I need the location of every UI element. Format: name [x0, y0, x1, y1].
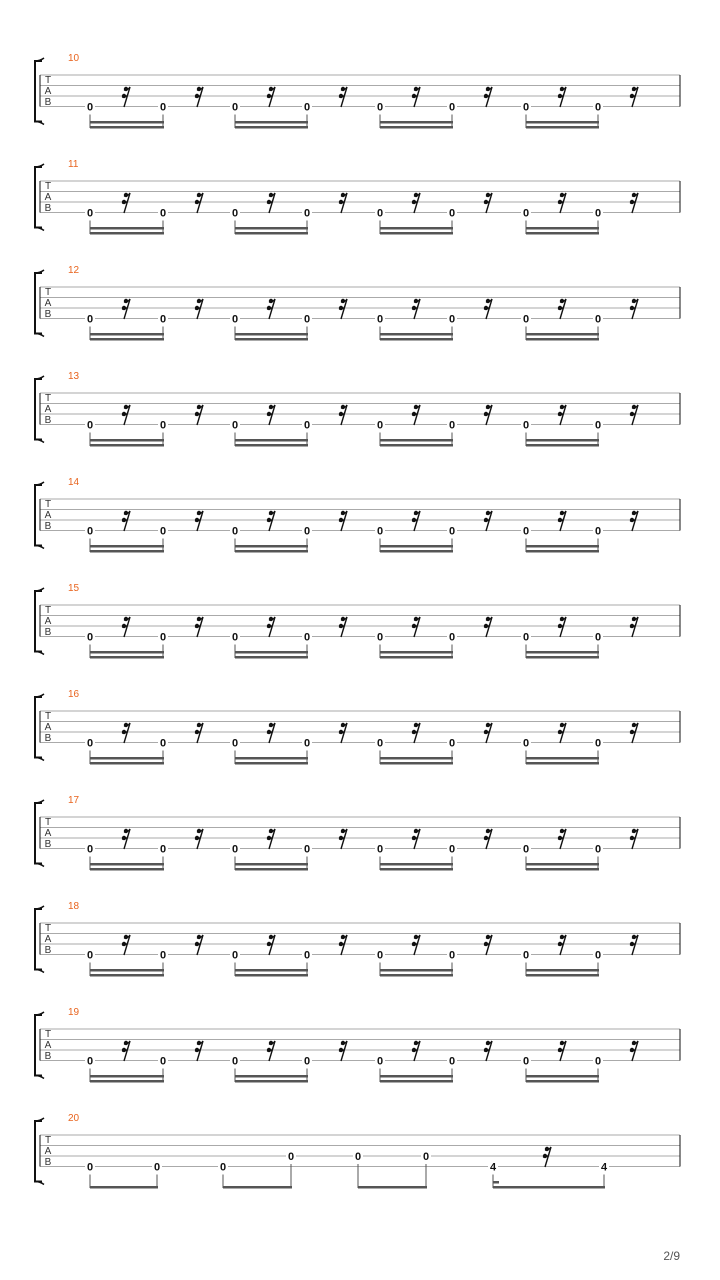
beam — [235, 651, 308, 654]
fret-number: 0 — [594, 631, 602, 644]
fret-number: 0 — [303, 1055, 311, 1068]
beam — [380, 762, 453, 765]
beam — [90, 227, 164, 230]
fret-number: 0 — [376, 525, 384, 538]
system-bracket — [35, 1121, 42, 1182]
system-bracket — [35, 485, 42, 546]
fret-number: 0 — [594, 1055, 602, 1068]
fret-number: 0 — [231, 843, 239, 856]
fret-number: 0 — [231, 1055, 239, 1068]
beam — [380, 1075, 453, 1078]
beam — [235, 338, 308, 341]
beam — [526, 232, 599, 235]
fret-number: 0 — [303, 101, 311, 114]
fret-number: 0 — [594, 525, 602, 538]
fret-number: 0 — [219, 1161, 227, 1174]
bracket-hook — [35, 864, 44, 867]
system-bracket — [35, 591, 42, 652]
beam — [526, 868, 599, 871]
tab-clef-letter: B — [44, 203, 52, 214]
fret-number: 0 — [594, 101, 602, 114]
system-bracket — [35, 61, 42, 122]
beam — [380, 227, 453, 230]
fret-number: 0 — [594, 843, 602, 856]
beam — [90, 333, 164, 336]
fret-number: 0 — [522, 207, 530, 220]
tab-system-10 — [35, 53, 680, 129]
tab-system-16 — [35, 689, 680, 765]
fret-number: 0 — [159, 949, 167, 962]
beam — [380, 333, 453, 336]
beam — [235, 550, 308, 553]
tab-system-12 — [35, 265, 680, 341]
beam — [90, 969, 164, 972]
fret-number: 0 — [159, 313, 167, 326]
tab-clef-letter: B — [44, 1051, 52, 1062]
fret-number: 0 — [303, 631, 311, 644]
tab-clef-letter: T — [44, 817, 52, 828]
fret-number: 0 — [376, 313, 384, 326]
beam — [90, 545, 164, 548]
measure-number: 17 — [68, 795, 80, 806]
measure-number: 18 — [68, 901, 80, 912]
tab-clef-letter: T — [44, 605, 52, 616]
beam — [235, 232, 308, 235]
fret-number: 0 — [153, 1161, 161, 1174]
fret-number: 0 — [448, 419, 456, 432]
fret-number: 0 — [522, 737, 530, 750]
tab-clef-letter: A — [44, 192, 52, 203]
fret-number: 0 — [303, 525, 311, 538]
beam — [380, 863, 453, 866]
measure-number: 11 — [68, 159, 79, 170]
beam — [90, 762, 164, 765]
tab-clef-letter: T — [44, 1029, 52, 1040]
beam — [526, 444, 599, 447]
beam — [235, 974, 308, 977]
tab-clef-letter: B — [44, 733, 52, 744]
fret-number: 0 — [86, 631, 94, 644]
fret-number: 0 — [376, 631, 384, 644]
beam — [526, 863, 599, 866]
beam — [223, 1186, 292, 1189]
fret-number: 0 — [231, 419, 239, 432]
beam — [493, 1186, 605, 1189]
beam — [235, 969, 308, 972]
beam — [90, 338, 164, 341]
tab-system-11 — [35, 159, 680, 235]
beam — [526, 1080, 599, 1083]
fret-number: 0 — [448, 101, 456, 114]
tab-clef-letter: B — [44, 309, 52, 320]
fret-number: 0 — [231, 101, 239, 114]
fret-number: 0 — [594, 313, 602, 326]
beam — [235, 757, 308, 760]
beam — [380, 550, 453, 553]
beam — [380, 126, 453, 129]
fret-number: 0 — [594, 419, 602, 432]
beam — [235, 333, 308, 336]
bracket-hook — [35, 1118, 44, 1121]
fret-number: 0 — [448, 949, 456, 962]
fret-number: 0 — [231, 525, 239, 538]
beam — [235, 762, 308, 765]
measure-number: 20 — [68, 1113, 80, 1124]
fret-number: 0 — [231, 737, 239, 750]
fret-number: 0 — [159, 419, 167, 432]
tab-system-15 — [35, 583, 680, 659]
tab-system-14 — [35, 477, 680, 553]
beam — [526, 126, 599, 129]
fret-number: 0 — [448, 1055, 456, 1068]
tab-clef-letter: B — [44, 521, 52, 532]
beam — [90, 444, 164, 447]
bracket-hook — [35, 906, 44, 909]
beam — [235, 439, 308, 442]
bracket-hook — [35, 970, 44, 973]
beam — [90, 651, 164, 654]
fret-number: 0 — [376, 207, 384, 220]
fret-number: 0 — [448, 207, 456, 220]
beam — [526, 974, 599, 977]
measure-number: 10 — [68, 53, 80, 64]
fret-number: 0 — [159, 101, 167, 114]
fret-number: 0 — [522, 419, 530, 432]
tab-system-18 — [35, 901, 680, 977]
fret-number: 0 — [86, 101, 94, 114]
beam — [235, 227, 308, 230]
beam — [90, 126, 164, 129]
bracket-hook — [35, 58, 44, 61]
fret-number: 0 — [231, 631, 239, 644]
system-bracket — [35, 379, 42, 440]
fret-number: 0 — [522, 631, 530, 644]
beam — [235, 126, 308, 129]
fret-number: 0 — [86, 525, 94, 538]
tab-clef-letter: A — [44, 616, 52, 627]
fret-number: 0 — [231, 949, 239, 962]
fret-number: 0 — [231, 313, 239, 326]
tab-clef-letter: T — [44, 75, 52, 86]
measure-number: 15 — [68, 583, 80, 594]
tab-system-20 — [35, 1113, 680, 1189]
fret-number: 0 — [86, 1055, 94, 1068]
fret-number: 0 — [303, 207, 311, 220]
fret-number: 0 — [303, 843, 311, 856]
bracket-hook — [35, 652, 44, 655]
beam — [380, 651, 453, 654]
beam — [90, 1075, 164, 1078]
tab-clef-letter: A — [44, 722, 52, 733]
tab-clef-letter: T — [44, 923, 52, 934]
system-bracket — [35, 273, 42, 334]
bracket-hook — [35, 1076, 44, 1079]
beam — [235, 1080, 308, 1083]
fret-number: 0 — [86, 1161, 94, 1174]
beam — [526, 651, 599, 654]
fret-number: 0 — [376, 737, 384, 750]
beam — [526, 121, 599, 124]
bracket-hook — [35, 228, 44, 231]
beam — [90, 1080, 164, 1083]
beam — [380, 757, 453, 760]
fret-number: 0 — [522, 1055, 530, 1068]
bracket-hook — [35, 376, 44, 379]
fret-number: 0 — [159, 207, 167, 220]
bracket-hook — [35, 122, 44, 125]
fret-number: 0 — [231, 207, 239, 220]
beam — [526, 545, 599, 548]
beam — [380, 232, 453, 235]
beam — [90, 1186, 158, 1189]
beam — [235, 444, 308, 447]
fret-number: 0 — [594, 207, 602, 220]
beam — [526, 757, 599, 760]
beam — [358, 1186, 427, 1189]
bracket-hook — [35, 1012, 44, 1015]
fret-number: 4 — [600, 1161, 608, 1174]
beam — [526, 969, 599, 972]
beam — [526, 227, 599, 230]
page-number: 2/9 — [663, 1249, 680, 1263]
tab-system-17 — [35, 795, 680, 871]
fret-number: 0 — [448, 737, 456, 750]
fret-number: 0 — [448, 843, 456, 856]
fret-number: 0 — [522, 949, 530, 962]
tab-clef-letter: A — [44, 1040, 52, 1051]
beam — [380, 338, 453, 341]
fret-number: 0 — [522, 843, 530, 856]
measure-number: 13 — [68, 371, 80, 382]
fret-number: 0 — [376, 1055, 384, 1068]
fret-number: 0 — [86, 843, 94, 856]
beam — [380, 545, 453, 548]
system-bracket — [35, 697, 42, 758]
fret-number: 0 — [159, 631, 167, 644]
fret-number: 4 — [489, 1161, 497, 1174]
beam — [90, 232, 164, 235]
fret-number: 0 — [159, 843, 167, 856]
tab-clef-letter: B — [44, 1157, 52, 1168]
fret-number: 0 — [303, 419, 311, 432]
fret-number: 0 — [522, 313, 530, 326]
tab-clef-letter: T — [44, 1135, 52, 1146]
beam — [90, 757, 164, 760]
bracket-hook — [35, 694, 44, 697]
bracket-hook — [35, 546, 44, 549]
fret-number: 0 — [376, 419, 384, 432]
measure-number: 19 — [68, 1007, 80, 1018]
fret-number: 0 — [594, 737, 602, 750]
beam — [526, 550, 599, 553]
fret-number: 0 — [376, 949, 384, 962]
tab-clef-letter: T — [44, 499, 52, 510]
measure-number: 16 — [68, 689, 80, 700]
bracket-hook — [35, 270, 44, 273]
beam — [380, 444, 453, 447]
tab-clef-letter: A — [44, 510, 52, 521]
system-bracket — [35, 803, 42, 864]
measure-number: 14 — [68, 477, 80, 488]
fret-number: 0 — [376, 843, 384, 856]
bracket-hook — [35, 334, 44, 337]
tab-clef-letter: B — [44, 97, 52, 108]
tab-clef-letter: A — [44, 828, 52, 839]
fret-number: 0 — [159, 737, 167, 750]
fret-number: 0 — [303, 949, 311, 962]
system-bracket — [35, 1015, 42, 1076]
bracket-hook — [35, 758, 44, 761]
fret-number: 0 — [522, 101, 530, 114]
fret-number: 0 — [303, 737, 311, 750]
tab-clef-letter: T — [44, 711, 52, 722]
beam — [90, 974, 164, 977]
bracket-hook — [35, 588, 44, 591]
beam — [90, 656, 164, 659]
system-bracket — [35, 909, 42, 970]
tab-system-13 — [35, 371, 680, 447]
beam — [526, 338, 599, 341]
tab-clef-letter: T — [44, 181, 52, 192]
tab-clef-letter: T — [44, 393, 52, 404]
fret-number: 0 — [86, 313, 94, 326]
fret-number: 0 — [86, 737, 94, 750]
beam — [235, 1075, 308, 1078]
beam — [526, 333, 599, 336]
fret-number: 0 — [522, 525, 530, 538]
beam — [380, 656, 453, 659]
fret-number: 0 — [86, 419, 94, 432]
fret-number: 0 — [86, 949, 94, 962]
beam — [235, 863, 308, 866]
bracket-hook — [35, 1182, 44, 1185]
beam — [90, 550, 164, 553]
beam — [235, 545, 308, 548]
fret-number: 0 — [594, 949, 602, 962]
bracket-hook — [35, 164, 44, 167]
fret-number: 0 — [86, 207, 94, 220]
fret-number: 0 — [376, 101, 384, 114]
tab-clef-letter: B — [44, 415, 52, 426]
beam — [90, 121, 164, 124]
tab-clef-letter: A — [44, 298, 52, 309]
beam — [90, 868, 164, 871]
measure-number: 12 — [68, 265, 80, 276]
tab-clef-letter: B — [44, 839, 52, 850]
beam — [380, 969, 453, 972]
beam — [526, 656, 599, 659]
tab-clef-letter: A — [44, 86, 52, 97]
beam — [526, 1075, 599, 1078]
tab-clef-letter: A — [44, 404, 52, 415]
bracket-hook — [35, 482, 44, 485]
fret-number: 0 — [159, 525, 167, 538]
bracket-hook — [35, 800, 44, 803]
fret-number: 0 — [159, 1055, 167, 1068]
tab-clef-letter: B — [44, 627, 52, 638]
beam — [235, 121, 308, 124]
system-bracket — [35, 167, 42, 228]
beam — [380, 1080, 453, 1083]
beam-partial — [493, 1181, 499, 1184]
beam — [90, 863, 164, 866]
beam — [90, 439, 164, 442]
bracket-hook — [35, 440, 44, 443]
tab-clef-letter: T — [44, 287, 52, 298]
beam — [380, 974, 453, 977]
fret-number: 0 — [448, 631, 456, 644]
beam — [235, 868, 308, 871]
fret-number: 0 — [303, 313, 311, 326]
beam — [235, 656, 308, 659]
beam — [380, 868, 453, 871]
fret-number: 0 — [422, 1151, 430, 1163]
tab-clef-letter: A — [44, 1146, 52, 1157]
fret-number: 0 — [448, 313, 456, 326]
fret-number: 0 — [287, 1151, 295, 1163]
tab-clef-letter: A — [44, 934, 52, 945]
fret-number: 0 — [448, 525, 456, 538]
beam — [380, 439, 453, 442]
beam — [380, 121, 453, 124]
tab-system-19 — [35, 1007, 680, 1083]
beam — [526, 439, 599, 442]
beam — [526, 762, 599, 765]
fret-number: 0 — [354, 1151, 362, 1163]
tab-clef-letter: B — [44, 945, 52, 956]
